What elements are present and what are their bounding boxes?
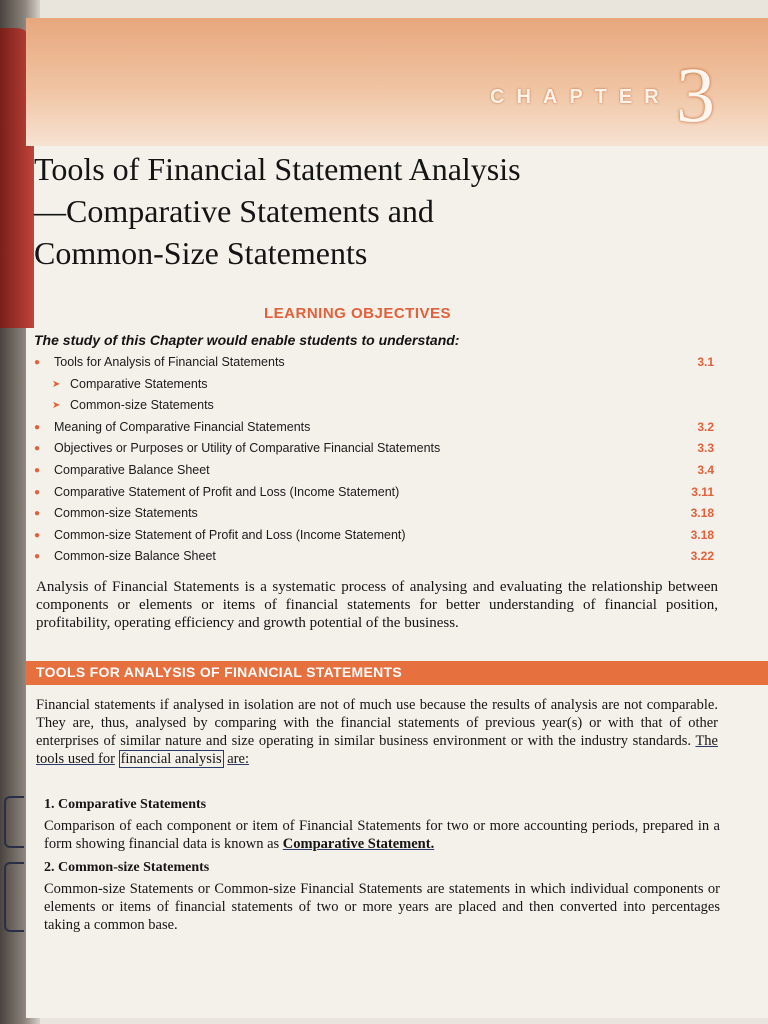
common-size-heading: 2. Common-size Statements xyxy=(44,860,210,875)
objective-item xyxy=(34,417,714,439)
arrow-bullet-icon: ➤ xyxy=(52,378,61,390)
objective-item xyxy=(34,546,714,568)
learning-objectives-intro: The study of this Chapter would enable students to understand: xyxy=(34,332,460,348)
objective-page: 3.11 xyxy=(691,484,714,499)
are-phrase: are: xyxy=(227,751,249,767)
section-text: Financial statements if analysed in isolation are not of much use because the results of analysis are not comparable. They are, thus, analysed by comparing with the financial statements of previous year(s) or with that of other enterprises of similar nature and size operating in similar business environment or with the industry standards. xyxy=(36,697,718,749)
bullet-icon: ● xyxy=(34,486,41,498)
objective-text: Tools for Analysis of Financial Statements xyxy=(54,355,285,369)
chapter-number: 3 xyxy=(676,51,715,138)
chapter-label: CHAPTER xyxy=(490,86,671,108)
objective-text: Common-size Statements xyxy=(54,506,198,521)
objective-text: Common-size Statements xyxy=(70,398,214,413)
title-line-1: Tools of Financial Statement Analysis xyxy=(34,151,521,187)
chapter-header-band xyxy=(26,18,768,146)
arrow-bullet-icon: ➤ xyxy=(52,400,61,412)
bullet-icon: ● xyxy=(34,357,41,368)
comparative-paragraph xyxy=(44,817,720,853)
financial-analysis-phrase: financial analysis xyxy=(120,751,222,767)
section-paragraph xyxy=(36,696,718,768)
bullet-icon: ● xyxy=(34,464,41,476)
objective-item xyxy=(34,525,714,547)
objective-item xyxy=(34,352,714,374)
title-line-2: —Comparative Statements and xyxy=(34,193,434,229)
section-heading: TOOLS FOR ANALYSIS OF FINANCIAL STATEMENTS xyxy=(36,664,402,680)
pen-bracket-mark xyxy=(4,862,24,932)
comparative-term: Comparative Statement. xyxy=(282,836,435,852)
bullet-icon: ● xyxy=(34,529,41,541)
objective-page: 3.3 xyxy=(697,441,714,456)
objective-page: 3.4 xyxy=(697,462,714,477)
pen-bracket-mark xyxy=(4,796,24,848)
bullet-icon: ● xyxy=(34,421,41,433)
bullet-icon: ● xyxy=(34,443,41,455)
objective-item xyxy=(34,503,714,525)
objective-text: Comparative Statement of Profit and Loss (Income Statement) xyxy=(54,484,400,499)
comparative-heading: 1. Comparative Statements xyxy=(44,797,207,812)
title-line-3: Common-Size Statements xyxy=(34,235,368,271)
objective-text: Common-size Statement of Profit and Loss (Income Statement) xyxy=(54,527,406,542)
objective-page: 3.18 xyxy=(690,527,714,542)
common-size-paragraph: Common-size Statements or Common-size Financial Statements are statements in which individual components or elements or items of financial statements of two or more years are placed and then converted into percentages taking a common base. xyxy=(44,881,720,933)
objective-item xyxy=(34,438,714,460)
intro-paragraph: Analysis of Financial Statements is a systematic process of analysing and evaluating the relationship between components or elements or items of financial statements for better understanding of financial position, profitability, operating efficiency and growth potential of the business. xyxy=(36,579,718,632)
objective-page: 3.2 xyxy=(697,419,714,434)
comparative-text: Comparison of each component or item of Financial Statements for two or more accounting periods, prepared in a form showing financial data is known as xyxy=(44,818,720,852)
objective-text: Comparative Balance Sheet xyxy=(54,462,210,477)
bullet-icon: ● xyxy=(34,551,41,563)
objective-text: Common-size Balance Sheet xyxy=(54,549,216,564)
objective-item xyxy=(34,395,714,417)
bullet-icon: ● xyxy=(34,508,41,520)
objective-text: Objectives or Purposes or Utility of Comparative Financial Statements xyxy=(54,441,441,456)
objective-item xyxy=(34,374,714,396)
objective-page: 3.1 xyxy=(697,355,714,369)
objective-item xyxy=(34,482,714,504)
objective-page: 3.22 xyxy=(690,549,714,564)
learning-objectives-heading: LEARNING OBJECTIVES xyxy=(264,305,452,322)
objective-item xyxy=(34,460,714,482)
objective-text: Meaning of Comparative Financial Statements xyxy=(54,419,311,434)
tools-used-phrase: The tools used for xyxy=(36,733,718,767)
objective-page: 3.18 xyxy=(690,506,714,521)
objective-text: Comparative Statements xyxy=(70,376,208,391)
chapter-title xyxy=(34,148,521,274)
learning-objectives-list xyxy=(34,352,714,568)
